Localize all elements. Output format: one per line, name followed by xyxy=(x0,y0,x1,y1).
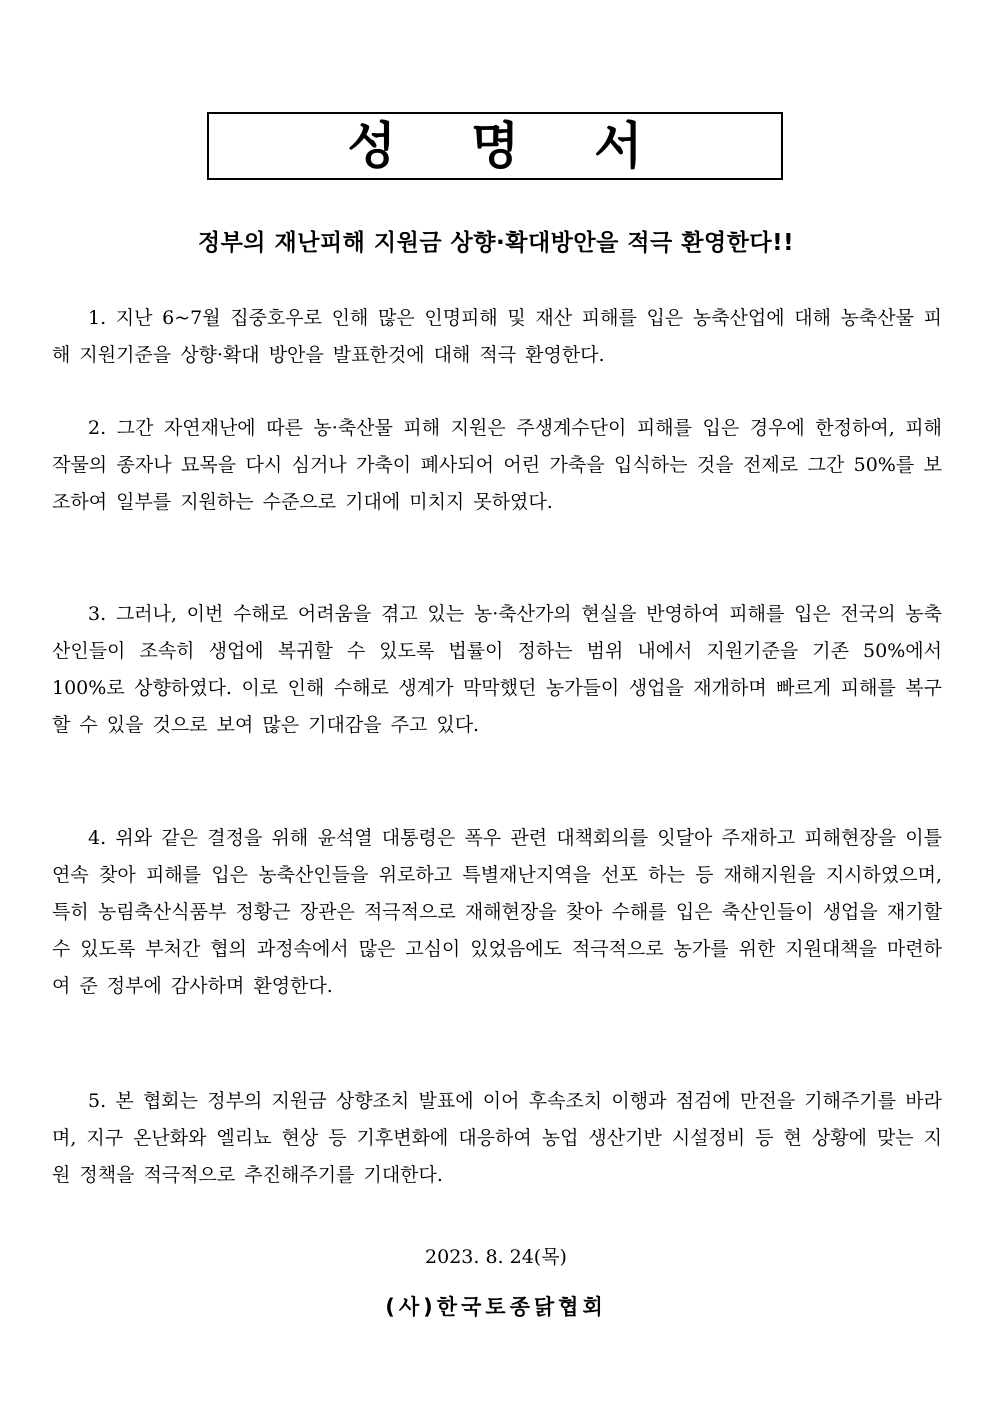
document-title: 성명서 xyxy=(347,116,718,175)
document-title-box xyxy=(207,112,783,180)
paragraph-2: 2. 그간 자연재난에 따른 농·축산물 피해 지원은 주생계수단이 피해를 입은 경우에 한정하여, 피해 작물의 종자나 묘목을 다시 심거나 가축이 폐사되어 어린 가축을 입식하는 것을 전제로 그간 50%를 보조하여 일부를 지원하는 수준으로 기대에 미치지 못하였다. xyxy=(52,417,942,513)
paragraph-1: 1. 지난 6~7월 집중호우로 인해 많은 인명피해 및 재산 피해를 입은 농축산업에 대해 농축산물 피해 지원기준을 상향·확대 방안을 발표한것에 대해 적극 환영한다. xyxy=(52,307,942,366)
paragraph-3: 3. 그러나, 이번 수해로 어려움을 겪고 있는 농·축산가의 현실을 반영하여 피해를 입은 전국의 농축산인들이 조속히 생업에 복귀할 수 있도록 법률이 정하는 범위 내에서 지원기준을 기존 50%에서 100%로 상향하였다. 이로 인해 수해로 생계가 막막했던 농가들이 생업을 재개하며 빠르게 피해를 복구할 수 있을 것으로 보여 많은 기대감을 주고 있다. xyxy=(52,603,942,736)
paragraph-5: 5. 본 협회는 정부의 지원금 상향조치 발표에 이어 후속조치 이행과 점검에 만전을 기해주기를 바라며, 지구 온난화와 엘리뇨 현상 등 기후변화에 대응하여 농업 생산기반 시설정비 등 현 상황에 맞는 지원 정책을 적극적으로 추진해주기를 기대한다. xyxy=(52,1090,942,1186)
paragraph-4: 4. 위와 같은 결정을 위해 윤석열 대통령은 폭우 관련 대책회의를 잇달아 주재하고 피해현장을 이틀 연속 찾아 피해를 입은 농축산인들을 위로하고 특별재난지역을 선포 하는 등 재해지원을 지시하였으며, 특히 농림축산식품부 정황근 장관은 적극적으로 재해현장을 찾아 수해를 입은 축산인들이 생업을 재기할 수 있도록 부처간 협의 과정속에서 많은 고심이 있었음에도 적극적으로 농가를 위한 지원대책을 마련하여 준 정부에 감사하며 환영한다. xyxy=(52,827,942,997)
headline: 정부의 재난피해 지원금 상향·확대방안을 적극 환영한다!! xyxy=(197,230,795,256)
document-date: 2023. 8. 24(목) xyxy=(425,1246,567,1268)
organization-name: (사)한국토종닭협회 xyxy=(385,1295,607,1319)
